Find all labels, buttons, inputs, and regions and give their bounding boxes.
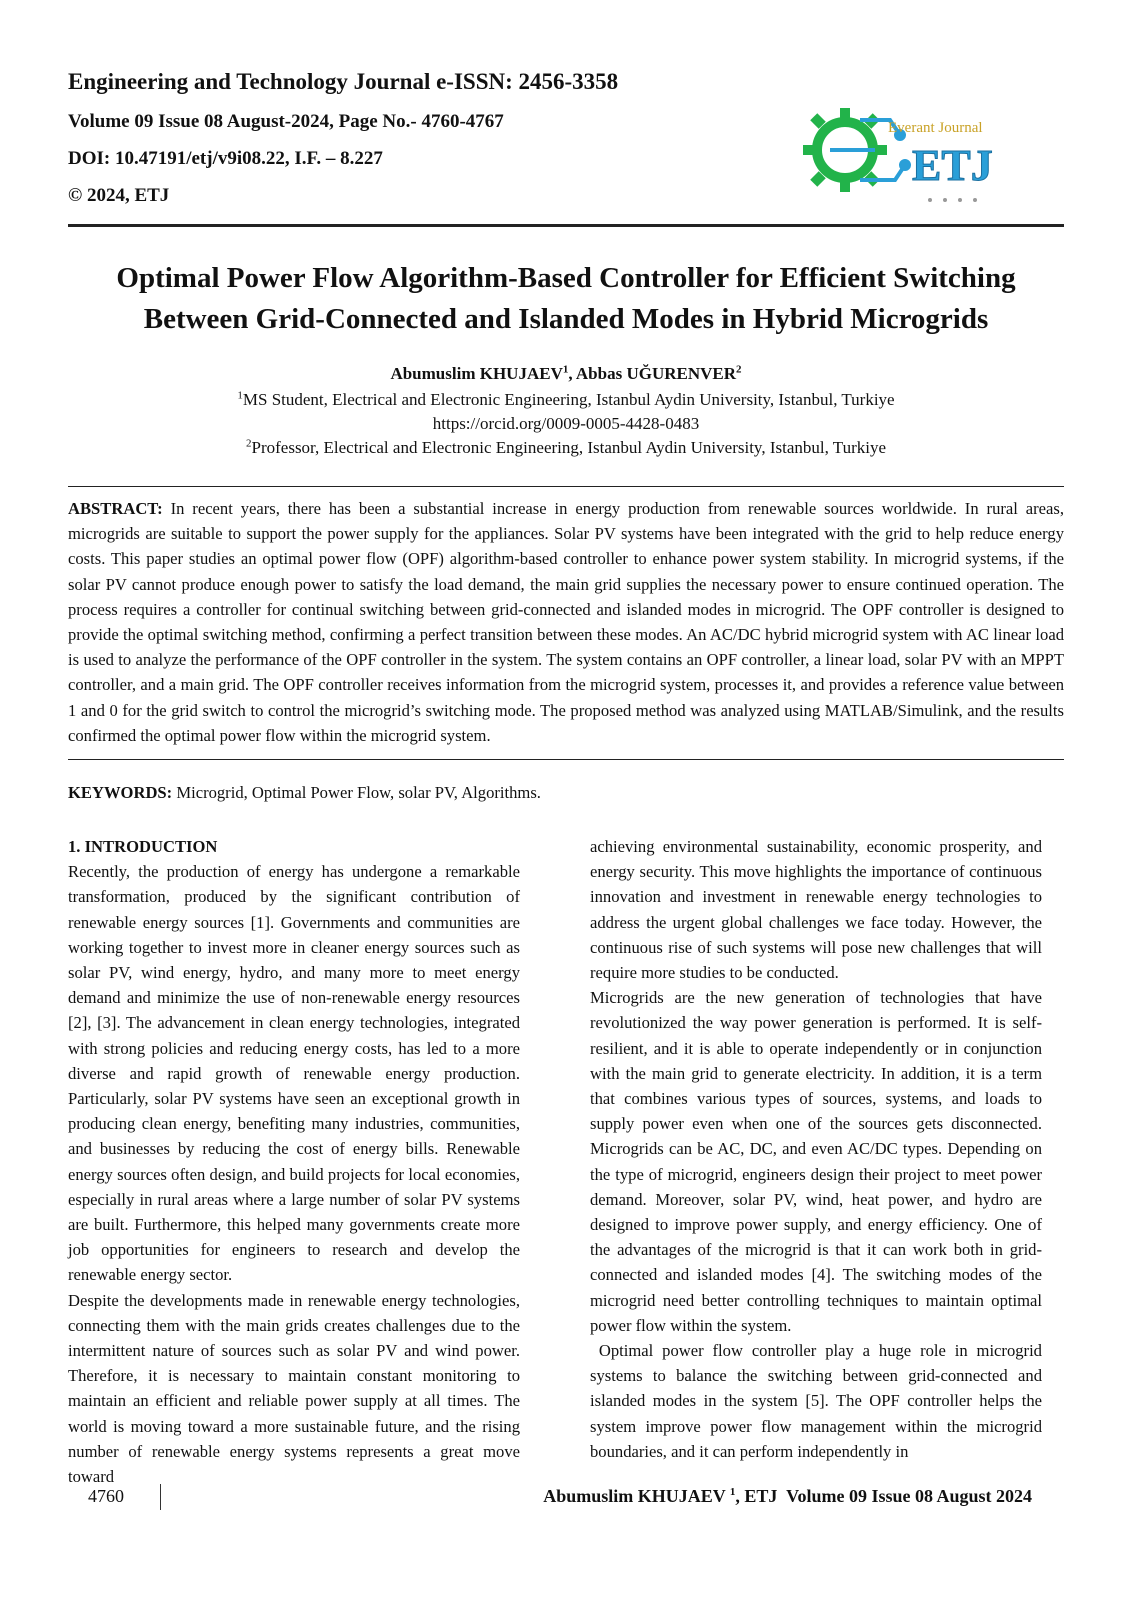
keywords-label: KEYWORDS: [68,783,173,802]
affiliation-text: MS Student, Electrical and Electronic Engineering, Istanbul Aydin University, Istanbul, Turkiye [242,390,895,409]
section-heading: 1. INTRODUCTION [68,837,218,856]
etj-logo [800,100,1020,210]
page-number: 4760 [88,1486,124,1506]
author-name: Abbas UĞURENVER [575,364,737,383]
abstract [68,496,1064,748]
paper-title [68,258,1064,340]
paragraph: Optimal power flow controller play a huge role in microgrid systems to balance the switching between grid-connected and islanded modes in the system [5]. The OPF controller helps the system improve power flow management within the microgrid boundaries, and it can perform independently in [590,1341,1047,1461]
page-footer [0,1486,1132,1526]
footer-divider [160,1484,161,1510]
header-divider [68,224,1064,227]
paragraph: Recently, the production of energy has undergone a remarkable transformation, produced by the significant contribution of renewable energy sources [1]. Governments and communities are working together to invest more in cleaner energy sources such as solar PV, wind energy, hydro, and many more to meet energy demand and minimize the use of non-renewable energy resources [2], [3]. The advancement in clean energy technologies, integrated with strong policies and reducing energy costs, has led to a more diverse and rapid growth of renewable energy production. Particularly, solar PV systems have seen an exceptional growth in producing clean energy, benefiting many industries, communities, and businesses by reducing the cost of energy bills. Renewable energy sources often design, and build projects for local economies, especially in rural areas where a large number of solar PV systems are built. Furthermore, this helped many governments create more job opportunities for engineers to research and develop the renewable energy sector. [68,862,520,1285]
author-sup: 1 [562,363,569,376]
title-line-2: Between Grid-Connected and Islanded Modes in Hybrid Microgrids [143,303,989,335]
logo-subtitle: Everant Journal [888,120,983,136]
title-line-1: Optimal Power Flow Algorithm-Based Controller for Efficient Switching [116,262,1016,294]
keywords [68,783,1064,803]
affiliation-1 [68,390,1064,410]
footer-journal: , ETJ Volume 09 Issue 08 August 2024 [735,1486,1032,1506]
logo-wordmark: ETJ [912,141,993,190]
author-sup: 2 [736,363,742,376]
journal-header [68,66,768,209]
author-separator: , [568,364,576,383]
affiliation-2 [68,438,1064,458]
volume-info: Volume 09 Issue 08 August-2024, Page No.- 4760-4767 [68,111,504,132]
affiliation-sup: 2 [246,437,252,450]
affiliation-sup: 1 [237,389,243,402]
footer-author: Abumuslim KHUJAEV [543,1486,730,1506]
right-column [590,834,1047,1464]
paragraph: Despite the developments made in renewable energy technologies, connecting them with the main grids creates challenges due to the intermittent nature of sources such as solar PV and wind power. Therefore, it is necessary to maintain constant monitoring to maintain an efficient and reliable power supply at all times. The world is moving toward a more sustainable future, and the rising number of renewable energy systems represents a great move toward [68,1290,520,1487]
author-list [68,364,1064,384]
orcid-link[interactable]: https://orcid.org/0009-0005-4428-0483 [432,414,700,433]
paragraph: Microgrids are the new generation of technologies that have revolutionized the way power generation is performed. It is self-resilient, and it is able to operate independently or in conjunction with the main grid to generate electricity. In addition, it is a term that combines various types of sources, systems, and loads to supply power even when one of the sources gets disconnected. Microgrids can be AC, DC, and even AC/DC types. Depending on the type of microgrid, engineers design their project to meet power demand. Moreover, solar PV, wind, heat power, and hydro are designed to improve power supply, and energy efficiency. One of the advantages of the microgrid is that it can work both in grid-connected and islanded modes [4]. The switching modes of the microgrid need better controlling techniques to maintain optimal power flow within the system. [590,988,1042,1335]
keywords-text: Microgrid, Optimal Power Flow, solar PV, Algorithms. [172,783,541,802]
logo-ornament [928,198,977,202]
left-column [68,834,520,1489]
author-name: Abumuslim KHUJAEV [390,364,563,383]
abstract-top-divider [68,486,1064,487]
footer-sup: 1 [729,1486,736,1498]
affiliation-text: Professor, Electrical and Electronic Engineering, Istanbul Aydin University, Istanbul, Turkiye [251,438,886,457]
abstract-text: In recent years, there has been a substantial increase in energy production from renewable sources worldwide. In rural areas, microgrids are suitable to support the power supply for the appliances. Solar PV systems have been integrated with the grid to help reduce energy costs. This paper studies an optimal power flow (OPF) algorithm-based controller to enhance power system stability. In microgrid systems, if the solar PV cannot produce enough power to satisfy the load demand, the main grid supplies the necessary power to ensure continued operation. The process requires a controller for continual switching between grid-connected and islanded modes in microgrid. The OPF controller is designed to provide the optimal switching method, confirming a perfect transition between these modes. An AC/DC hybrid microgrid system with AC linear load is used to analyze the performance of the OPF controller in the system. The system contains an OPF controller, a linear load, solar PV with an MPPT controller, and a main grid. The OPF controller receives information from the microgrid system, processes it, and provides a reference value between 1 and 0 for the grid switch to control the microgrid’s switching mode. The proposed method was analyzed using MATLAB/Simulink, and the results confirmed the optimal power flow within the microgrid system. [68,499,1064,745]
abstract-bottom-divider [68,759,1064,760]
footer-citation [543,1486,1032,1507]
copyright-info: © 2024, ETJ [68,185,170,206]
abstract-label: ABSTRACT: [68,499,163,518]
journal-name: Engineering and Technology Journal e-ISSN: 2456-3358 [68,69,619,94]
paragraph: achieving environmental sustainability, economic prosperity, and energy security. This move highlights the importance of continuous innovation and investment in renewable energy technologies to address the urgent global challenges we face today. However, the continuous rise of such systems will pose new challenges that will require more studies to be conducted. [590,837,1042,983]
doi-info: DOI: 10.47191/etj/v9i08.22, I.F. – 8.227 [68,148,383,169]
